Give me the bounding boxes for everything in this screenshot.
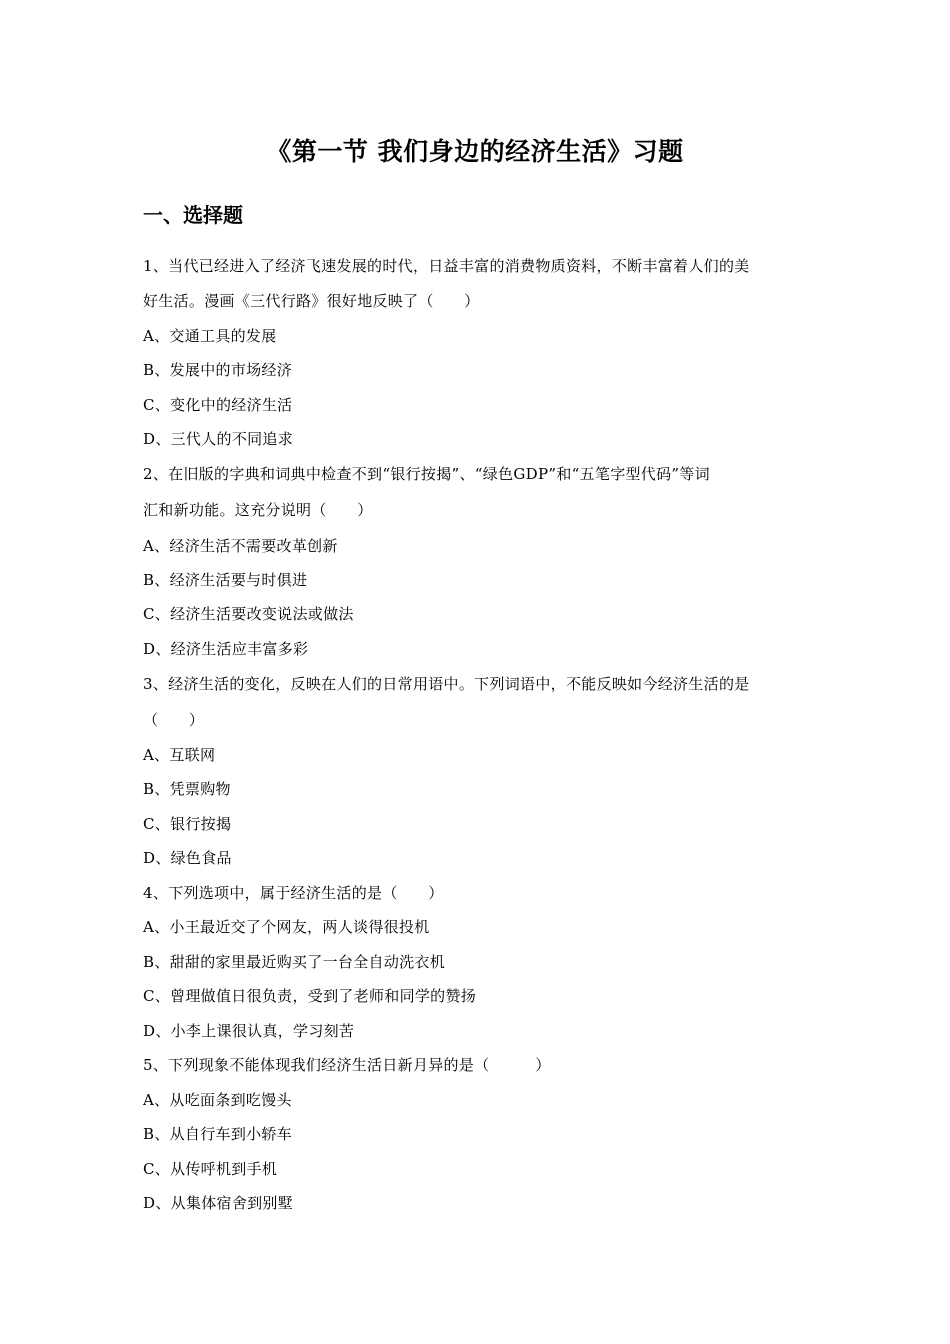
question-1-stem-line-1: 1、当代已经进入了经济飞速发展的时代，日益丰富的消费物质资料，不断丰富着人们的美 <box>143 257 750 275</box>
question-2-option-a: A、经济生活不需要改革创新 <box>143 537 338 555</box>
question-4-option-b: B、甜甜的家里最近购买了一台全自动洗衣机 <box>143 953 446 971</box>
question-4-option-a: A、小王最近交了个网友，两人谈得很投机 <box>143 918 430 936</box>
question-3-stem-line-1: 3、经济生活的变化，反映在人们的日常用语中。下列词语中，不能反映如今经济生活的是 <box>143 675 750 693</box>
section-heading: 一、选择题 <box>143 203 243 227</box>
question-3-option-b: B、凭票购物 <box>143 780 231 798</box>
question-2-option-b: B、经济生活要与时俱进 <box>143 571 308 589</box>
question-2-stem-line-2: 汇和新功能。这充分说明（ ） <box>143 501 373 519</box>
question-5-stem: 5、下列现象不能体现我们经济生活日新月异的是（ ） <box>143 1056 551 1074</box>
question-3-stem-line-2: （ ） <box>143 711 205 729</box>
document-title: 《第一节 我们身边的经济生活》习题 <box>266 137 684 166</box>
question-3-option-c: C、银行按揭 <box>143 815 232 833</box>
question-3-option-d: D、绿色食品 <box>143 849 232 867</box>
question-4-option-d: D、小李上课很认真，学习刻苦 <box>143 1022 355 1040</box>
question-3-option-a: A、互联网 <box>143 746 216 764</box>
question-5-option-d: D、从集体宿舍到别墅 <box>143 1194 294 1212</box>
question-5-option-c: C、从传呼机到手机 <box>143 1160 278 1178</box>
question-1-option-a: A、交通工具的发展 <box>143 327 277 345</box>
question-1-stem-line-2: 好生活。漫画《三代行路》很好地反映了（ ） <box>143 292 480 310</box>
question-2-option-c: C、经济生活要改变说法或做法 <box>143 605 354 623</box>
question-2-option-d: D、经济生活应丰富多彩 <box>143 640 309 658</box>
question-5-option-a: A、从吃面条到吃馒头 <box>143 1091 292 1109</box>
question-4-stem: 4、下列选项中，属于经济生活的是（ ） <box>143 884 444 902</box>
question-5-option-b: B、从自行车到小轿车 <box>143 1125 293 1143</box>
question-4-option-c: C、曾理做值日很负责，受到了老师和同学的赞扬 <box>143 987 477 1005</box>
question-1-option-b: B、发展中的市场经济 <box>143 361 293 379</box>
question-1-option-c: C、变化中的经济生活 <box>143 396 293 414</box>
question-1-option-d: D、三代人的不同追求 <box>143 430 294 448</box>
question-2-stem-line-1: 2、在旧版的字典和词典中检查不到“银行按揭”、“绿色GDP”和“五笔字型代码”等词 <box>143 465 710 483</box>
